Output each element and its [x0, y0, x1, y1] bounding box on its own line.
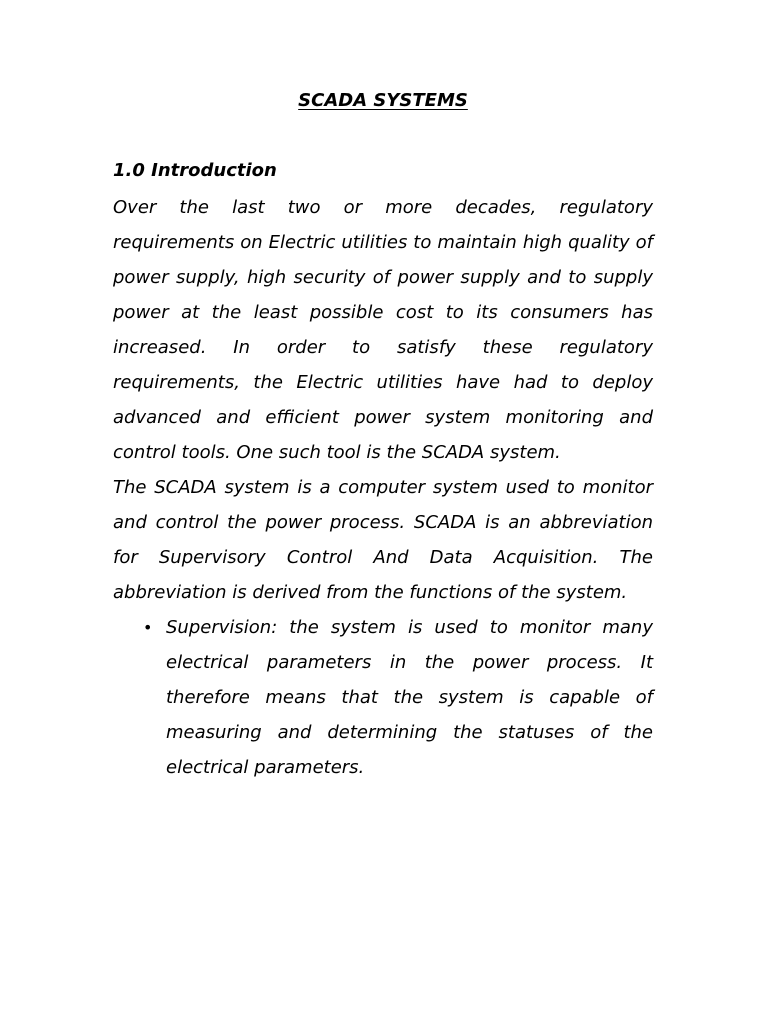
- paragraph: Over the last two or more decades, regulatory requirements on Electric utilities to maintain high quality of power supply, high security of power supply and to supply power at the least possible cost to its consumers has increased. In order to satisfy these regulatory requirements, the Electric utilities have had to deploy advanced and efficient power system monitoring and control tools. One such tool is the SCADA system.: [113, 197, 653, 463]
- section-heading: 1.0 Introduction: [113, 160, 277, 181]
- paragraph: The SCADA system is a computer system used to monitor and control the power process. SCADA is an abbreviation for Supervisory Control And Data Acquisition. The abbreviation is derived from the functions of the system.: [113, 477, 653, 603]
- body-text: [113, 190, 653, 785]
- bullet-list: [113, 610, 653, 785]
- bullet-icon: •: [143, 618, 153, 637]
- list-item: [143, 610, 653, 785]
- bullet-text: Supervision: the system is used to monitor many electrical parameters in the power process. It therefore means that the system is capable of measuring and determining the statuses of the electrical parameters.: [166, 617, 653, 778]
- document-title: SCADA SYSTEMS: [298, 90, 468, 111]
